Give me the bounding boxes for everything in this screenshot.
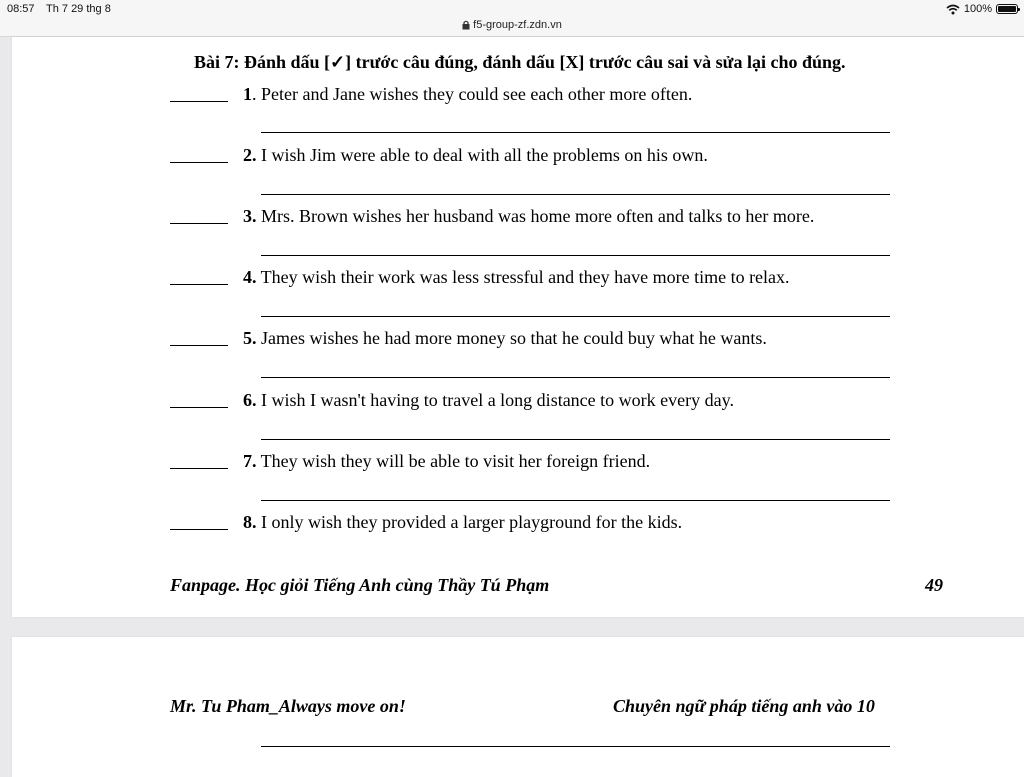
answer-blank-3[interactable] xyxy=(170,223,228,224)
question-2 xyxy=(243,145,708,166)
exercise-heading: Bài 7: Đánh dấu [✓] trước câu đúng, đánh dấu [X] trước câu sai và sửa lại cho đúng. xyxy=(194,52,846,72)
question-5 xyxy=(243,328,767,349)
status-date: Th 7 29 thg 8 xyxy=(46,3,111,15)
question-number: 4. xyxy=(243,267,257,287)
header-rule xyxy=(261,746,890,747)
question-6 xyxy=(243,390,734,411)
question-text: They wish they will be able to visit her foreign friend. xyxy=(256,451,651,471)
question-number: 5. xyxy=(243,328,257,348)
question-text: Mrs. Brown wishes her husband was home more often and talks to her more. xyxy=(256,206,815,226)
wifi-icon xyxy=(946,4,960,15)
question-text: They wish their work was less stressful and they have more time to relax. xyxy=(256,267,790,287)
address-bar[interactable] xyxy=(0,16,1024,37)
question-8 xyxy=(243,512,682,533)
question-text: I wish Jim were able to deal with all the problems on his own. xyxy=(256,145,708,165)
question-3 xyxy=(243,206,814,227)
question-number: 2. xyxy=(243,145,257,165)
lock-icon xyxy=(462,20,470,30)
question-text: Peter and Jane wishes they could see each other more often. xyxy=(256,84,693,104)
question-number: 6. xyxy=(243,390,257,410)
question-4 xyxy=(243,267,790,288)
correction-line-4[interactable] xyxy=(261,316,890,317)
question-7 xyxy=(243,451,650,472)
battery-percent: 100% xyxy=(963,3,992,15)
question-number: 3. xyxy=(243,206,257,226)
status-time: 08:57 xyxy=(7,3,35,15)
question-number: 8. xyxy=(243,512,257,532)
question-number: 7. xyxy=(243,451,257,471)
question-sep: . xyxy=(252,84,257,104)
answer-blank-4[interactable] xyxy=(170,284,228,285)
question-number: 1 xyxy=(243,84,252,104)
correction-line-7[interactable] xyxy=(261,500,890,501)
correction-line-5[interactable] xyxy=(261,377,890,378)
page-footer-fanpage: Fanpage. Học giỏi Tiếng Anh cùng Thầy Tú Phạm xyxy=(170,575,550,595)
url-text: f5-group-zf.zdn.vn xyxy=(473,19,562,31)
question-text: I only wish they provided a larger playground for the kids. xyxy=(256,512,683,532)
question-1 xyxy=(243,84,692,105)
question-text: I wish I wasn't having to travel a long distance to work every day. xyxy=(256,390,734,410)
answer-blank-1[interactable] xyxy=(170,101,228,102)
correction-line-2[interactable] xyxy=(261,194,890,195)
question-text: James wishes he had more money so that he could buy what he wants. xyxy=(256,328,767,348)
correction-line-6[interactable] xyxy=(261,439,890,440)
next-page-header-right: Chuyên ngữ pháp tiếng anh vào 10 xyxy=(613,696,875,716)
answer-blank-7[interactable] xyxy=(170,468,228,469)
answer-blank-8[interactable] xyxy=(170,529,228,530)
next-page-header-left: Mr. Tu Pham_Always move on! xyxy=(170,696,406,716)
battery-icon xyxy=(996,4,1018,14)
status-right xyxy=(946,3,1018,15)
page-number: 49 xyxy=(925,575,943,595)
answer-blank-2[interactable] xyxy=(170,162,228,163)
answer-blank-5[interactable] xyxy=(170,345,228,346)
answer-blank-6[interactable] xyxy=(170,407,228,408)
correction-line-1[interactable] xyxy=(261,132,890,133)
correction-line-3[interactable] xyxy=(261,255,890,256)
